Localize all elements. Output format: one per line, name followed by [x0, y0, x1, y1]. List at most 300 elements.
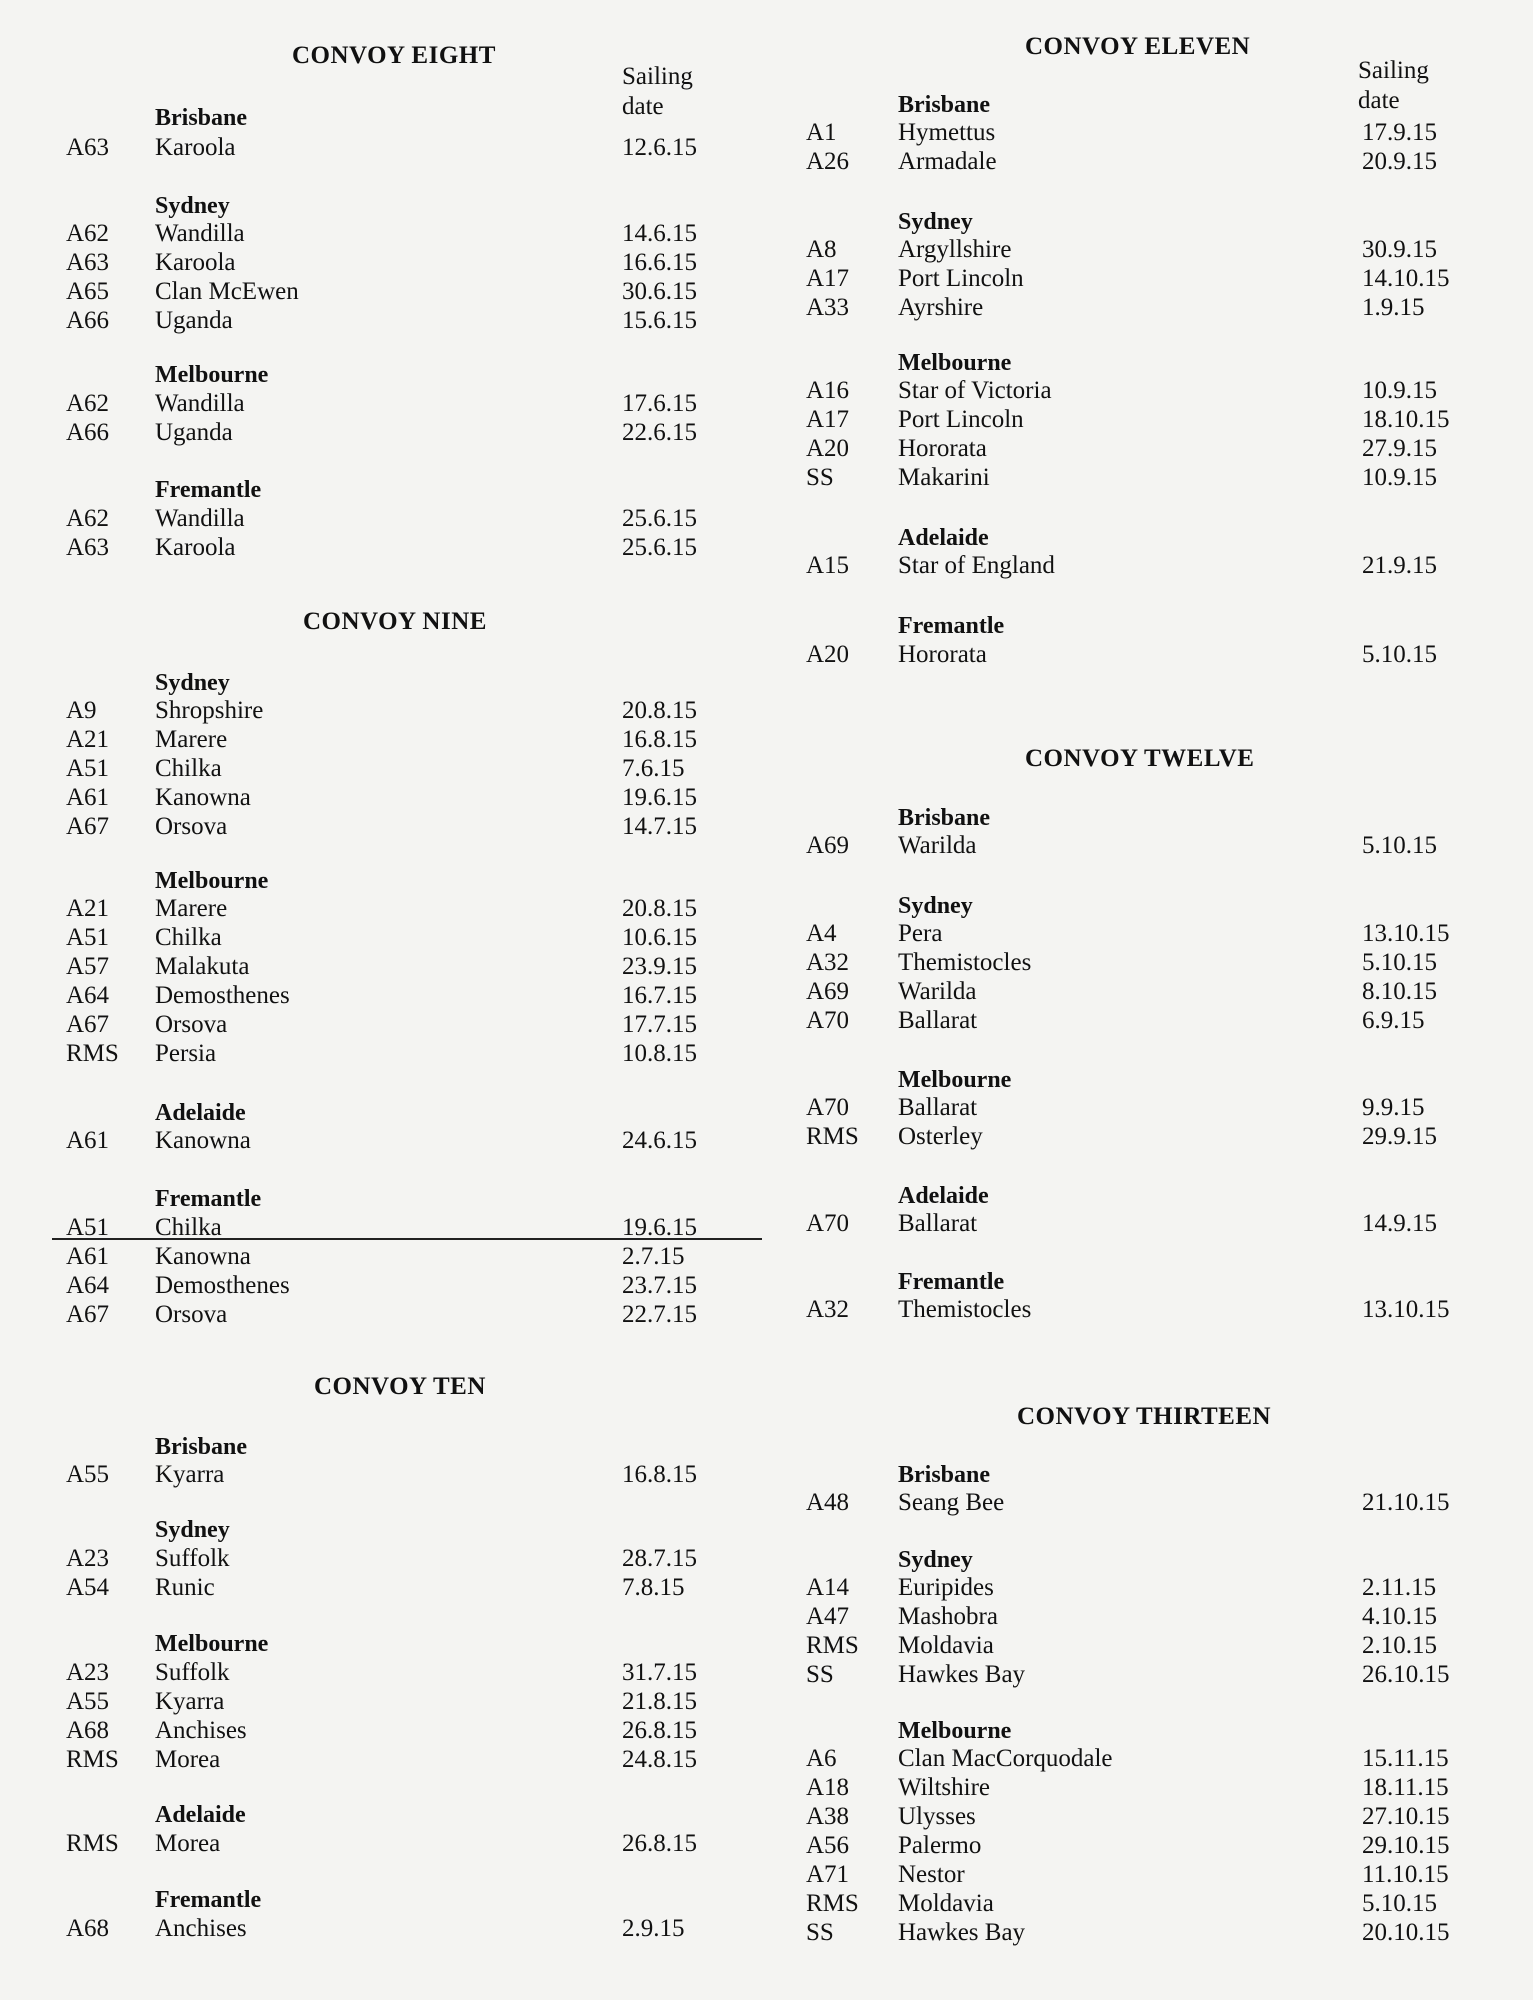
ship-code: RMS — [806, 1890, 859, 1917]
ship-name: Uganda — [155, 419, 233, 446]
ship-name: Suffolk — [155, 1545, 230, 1572]
ship-code: A68 — [66, 1717, 110, 1744]
sailing-date: 5.10.15 — [1362, 641, 1437, 668]
sailing-date: 6.9.15 — [1362, 1007, 1425, 1034]
ship-name: Runic — [155, 1574, 215, 1601]
convoy-title: CONVOY EIGHT — [292, 42, 496, 69]
ship-code: A54 — [66, 1574, 110, 1601]
port-heading: Adelaide — [898, 525, 989, 551]
ship-code: A32 — [806, 1296, 850, 1323]
port-heading: Fremantle — [898, 1269, 1005, 1295]
port-heading: Brisbane — [155, 105, 248, 131]
ship-name: Shropshire — [155, 697, 264, 724]
ship-name: Mashobra — [898, 1603, 998, 1630]
ship-name: Hawkes Bay — [898, 1661, 1026, 1688]
ship-name: Armadale — [898, 148, 997, 175]
table-row — [0, 697, 770, 726]
table-row — [770, 1210, 1533, 1239]
port-heading: Brisbane — [898, 92, 991, 118]
sailing-date: 16.7.15 — [622, 982, 697, 1009]
ship-code: A62 — [66, 220, 110, 247]
table-row — [0, 726, 770, 755]
ship-name: Ballarat — [898, 1094, 978, 1121]
ship-name: Anchises — [155, 1915, 247, 1942]
table-row — [0, 953, 770, 982]
ship-name: Star of England — [898, 552, 1055, 579]
ship-code: A68 — [66, 1915, 110, 1942]
ship-code: RMS — [806, 1123, 859, 1150]
ship-code: A21 — [66, 726, 110, 753]
sailing-date: 16.8.15 — [622, 726, 697, 753]
table-row — [770, 1774, 1533, 1803]
ship-name: Warilda — [898, 978, 977, 1005]
table-row — [770, 294, 1533, 323]
ship-code: A69 — [806, 978, 850, 1005]
table-row — [0, 1915, 770, 1944]
ship-code: A9 — [66, 697, 97, 724]
sailing-date: 14.7.15 — [622, 813, 697, 840]
sailing-date: 5.10.15 — [1362, 1890, 1437, 1917]
table-row — [0, 924, 770, 953]
table-row — [0, 895, 770, 924]
table-row — [770, 1803, 1533, 1832]
sailing-header-line: Sailing — [622, 63, 693, 90]
port-heading: Melbourne — [898, 1718, 1012, 1744]
sailing-date: 18.11.15 — [1362, 1774, 1449, 1801]
sailing-date: 10.6.15 — [622, 924, 697, 951]
ship-code: A51 — [66, 755, 110, 782]
sailing-date: 26.8.15 — [622, 1717, 697, 1744]
sailing-date: 19.6.15 — [622, 784, 697, 811]
ship-name: Moldavia — [898, 1890, 994, 1917]
convoy-title: CONVOY THIRTEEN — [1017, 1403, 1272, 1430]
ship-name: Kanowna — [155, 1243, 251, 1270]
table-row — [0, 982, 770, 1011]
sailing-date: 15.6.15 — [622, 307, 697, 334]
table-row — [0, 278, 770, 307]
ship-name: Seang Bee — [898, 1489, 1005, 1516]
table-row — [0, 1127, 770, 1156]
sailing-date: 29.10.15 — [1362, 1832, 1450, 1859]
sailing-date-header — [1358, 56, 1429, 116]
ship-code: A66 — [66, 419, 110, 446]
table-row — [770, 406, 1533, 435]
ship-name: Themistocles — [898, 949, 1032, 976]
ship-code: A17 — [806, 265, 850, 292]
table-row — [0, 1011, 770, 1040]
sailing-date: 26.10.15 — [1362, 1661, 1450, 1688]
table-row — [770, 1832, 1533, 1861]
ship-name: Karoola — [155, 134, 236, 161]
port-heading: Fremantle — [155, 1887, 262, 1913]
ship-name: Euripides — [898, 1574, 994, 1601]
ship-code: A57 — [66, 953, 110, 980]
table-row — [770, 119, 1533, 148]
sailing-date-header — [622, 62, 693, 122]
port-heading: Sydney — [155, 670, 230, 696]
ship-code: A48 — [806, 1489, 850, 1516]
ship-name: Marere — [155, 895, 228, 922]
ship-code: A26 — [806, 148, 850, 175]
table-row — [770, 1632, 1533, 1661]
ship-code: SS — [806, 464, 834, 491]
port-heading: Melbourne — [155, 362, 269, 388]
port-heading: Fremantle — [155, 1186, 262, 1212]
port-heading: Adelaide — [155, 1802, 246, 1828]
ship-name: Osterley — [898, 1123, 983, 1150]
ship-code: A14 — [806, 1574, 850, 1601]
table-row — [770, 435, 1533, 464]
table-row — [0, 1461, 770, 1490]
table-row — [770, 832, 1533, 861]
ship-name: Anchises — [155, 1717, 247, 1744]
table-row — [0, 534, 770, 563]
sailing-date: 22.7.15 — [622, 1301, 697, 1328]
port-heading: Sydney — [155, 1517, 230, 1543]
sailing-date: 20.8.15 — [622, 895, 697, 922]
ship-code: A20 — [806, 435, 850, 462]
port-heading: Melbourne — [898, 1067, 1012, 1093]
sailing-date: 29.9.15 — [1362, 1123, 1437, 1150]
ship-code: A20 — [806, 641, 850, 668]
ship-name: Themistocles — [898, 1296, 1032, 1323]
ship-name: Karoola — [155, 534, 236, 561]
convoy-title: CONVOY TEN — [314, 1373, 486, 1400]
ship-name: Wandilla — [155, 390, 245, 417]
table-row — [0, 249, 770, 278]
sailing-date: 30.6.15 — [622, 278, 697, 305]
ship-code: A51 — [66, 1214, 110, 1241]
sailing-date: 2.9.15 — [622, 1915, 685, 1942]
sailing-date: 31.7.15 — [622, 1659, 697, 1686]
ship-code: A67 — [66, 1301, 110, 1328]
sailing-date: 2.10.15 — [1362, 1632, 1437, 1659]
port-heading: Sydney — [898, 209, 973, 235]
table-row — [770, 236, 1533, 265]
ship-name: Morea — [155, 1830, 221, 1857]
sailing-date: 26.8.15 — [622, 1830, 697, 1857]
table-row — [0, 1243, 770, 1272]
sailing-date: 23.7.15 — [622, 1272, 697, 1299]
table-row — [770, 1861, 1533, 1890]
table-row — [0, 220, 770, 249]
sailing-date: 7.6.15 — [622, 755, 685, 782]
ship-name: Persia — [155, 1040, 217, 1067]
ship-name: Wiltshire — [898, 1774, 991, 1801]
ship-code: A6 — [806, 1745, 837, 1772]
sailing-date: 10.8.15 — [622, 1040, 697, 1067]
ship-name: Clan McEwen — [155, 278, 299, 305]
port-heading: Sydney — [898, 1547, 973, 1573]
ship-code: A69 — [806, 832, 850, 859]
ship-name: Hymettus — [898, 119, 996, 146]
ship-name: Kanowna — [155, 1127, 251, 1154]
sailing-date: 16.8.15 — [622, 1461, 697, 1488]
port-heading: Melbourne — [898, 350, 1012, 376]
ship-code: A67 — [66, 1011, 110, 1038]
ship-name: Orsova — [155, 813, 228, 840]
table-row — [770, 265, 1533, 294]
ship-code: SS — [806, 1661, 834, 1688]
ship-name: Chilka — [155, 755, 222, 782]
sailing-date: 9.9.15 — [1362, 1094, 1425, 1121]
ship-name: Kanowna — [155, 784, 251, 811]
port-heading: Melbourne — [155, 1631, 269, 1657]
ship-name: Malakuta — [155, 953, 250, 980]
table-row — [770, 1603, 1533, 1632]
ship-code: A18 — [806, 1774, 850, 1801]
port-heading: Adelaide — [898, 1183, 989, 1209]
ship-name: Karoola — [155, 249, 236, 276]
ship-code: A70 — [806, 1094, 850, 1121]
sailing-date: 13.10.15 — [1362, 1296, 1450, 1323]
underline-rule — [52, 1238, 762, 1240]
sailing-date: 14.6.15 — [622, 220, 697, 247]
ship-code: A23 — [66, 1545, 110, 1572]
ship-name: Suffolk — [155, 1659, 230, 1686]
sailing-date: 20.8.15 — [622, 697, 697, 724]
table-row — [770, 641, 1533, 670]
ship-code: A70 — [806, 1007, 850, 1034]
table-row — [770, 552, 1533, 581]
sailing-date: 21.8.15 — [622, 1688, 697, 1715]
sailing-date: 28.7.15 — [622, 1545, 697, 1572]
ship-code: A21 — [66, 895, 110, 922]
ship-name: Uganda — [155, 307, 233, 334]
ship-name: Kyarra — [155, 1461, 225, 1488]
ship-code: A23 — [66, 1659, 110, 1686]
sailing-date: 21.9.15 — [1362, 552, 1437, 579]
ship-name: Demosthenes — [155, 982, 290, 1009]
table-row — [0, 1301, 770, 1330]
sailing-date: 2.7.15 — [622, 1243, 685, 1270]
table-row — [0, 1830, 770, 1859]
table-row — [770, 1574, 1533, 1603]
ship-name: Clan MacCorquodale — [898, 1745, 1113, 1772]
ship-name: Orsova — [155, 1301, 228, 1328]
port-heading: Brisbane — [155, 1434, 248, 1460]
sailing-date: 27.10.15 — [1362, 1803, 1450, 1830]
sailing-date: 17.7.15 — [622, 1011, 697, 1038]
sailing-date: 27.9.15 — [1362, 435, 1437, 462]
ship-name: Kyarra — [155, 1688, 225, 1715]
ship-name: Marere — [155, 726, 228, 753]
ship-code: A62 — [66, 505, 110, 532]
ship-code: A63 — [66, 534, 110, 561]
ship-code: A71 — [806, 1861, 850, 1888]
table-row — [770, 1661, 1533, 1690]
ship-name: Wandilla — [155, 505, 245, 532]
ship-code: A56 — [806, 1832, 850, 1859]
ship-name: Argyllshire — [898, 236, 1012, 263]
ship-code: A55 — [66, 1461, 110, 1488]
ship-code: A55 — [66, 1688, 110, 1715]
ship-name: Hororata — [898, 435, 987, 462]
ship-code: RMS — [66, 1040, 119, 1067]
table-row — [770, 464, 1533, 493]
table-row — [0, 134, 770, 163]
sailing-date: 5.10.15 — [1362, 949, 1437, 976]
ship-name: Chilka — [155, 924, 222, 951]
table-row — [0, 755, 770, 784]
sailing-date: 12.6.15 — [622, 134, 697, 161]
sailing-date: 17.9.15 — [1362, 119, 1437, 146]
sailing-date: 10.9.15 — [1362, 464, 1437, 491]
ship-name: Ballarat — [898, 1210, 978, 1237]
ship-code: RMS — [66, 1746, 119, 1773]
sailing-date: 18.10.15 — [1362, 406, 1450, 433]
sailing-date: 24.6.15 — [622, 1127, 697, 1154]
ship-name: Ayrshire — [898, 294, 984, 321]
table-row — [770, 949, 1533, 978]
table-row — [770, 148, 1533, 177]
table-row — [0, 1717, 770, 1746]
sailing-date: 10.9.15 — [1362, 377, 1437, 404]
table-row — [770, 1745, 1533, 1774]
convoy-title: CONVOY NINE — [303, 608, 487, 635]
table-row — [0, 1688, 770, 1717]
ship-name: Moldavia — [898, 1632, 994, 1659]
ship-code: A4 — [806, 920, 837, 947]
ship-code: A51 — [66, 924, 110, 951]
sailing-date: 20.9.15 — [1362, 148, 1437, 175]
ship-code: A1 — [806, 119, 837, 146]
table-row — [0, 307, 770, 336]
sailing-date: 25.6.15 — [622, 534, 697, 561]
ship-code: A62 — [66, 390, 110, 417]
ship-code: A63 — [66, 249, 110, 276]
table-row — [0, 1272, 770, 1301]
table-row — [0, 784, 770, 813]
sailing-date: 1.9.15 — [1362, 294, 1425, 321]
sailing-date: 17.6.15 — [622, 390, 697, 417]
ship-name: Chilka — [155, 1214, 222, 1241]
sailing-date: 16.6.15 — [622, 249, 697, 276]
port-heading: Melbourne — [155, 868, 269, 894]
ship-name: Makarini — [898, 464, 990, 491]
table-row — [770, 1007, 1533, 1036]
table-row — [0, 1545, 770, 1574]
ship-code: A67 — [66, 813, 110, 840]
ship-name: Morea — [155, 1746, 221, 1773]
ship-code: SS — [806, 1919, 834, 1946]
convoy-title: CONVOY TWELVE — [1025, 745, 1255, 772]
ship-name: Star of Victoria — [898, 377, 1052, 404]
sailing-date: 24.8.15 — [622, 1746, 697, 1773]
sailing-date: 20.10.15 — [1362, 1919, 1450, 1946]
port-heading: Adelaide — [155, 1100, 246, 1126]
sailing-date: 19.6.15 — [622, 1214, 697, 1241]
port-heading: Brisbane — [898, 805, 991, 831]
ship-code: A47 — [806, 1603, 850, 1630]
sailing-date: 30.9.15 — [1362, 236, 1437, 263]
ship-code: A63 — [66, 134, 110, 161]
ship-name: Orsova — [155, 1011, 228, 1038]
ship-code: A32 — [806, 949, 850, 976]
ship-name: Nestor — [898, 1861, 965, 1888]
ship-name: Hawkes Bay — [898, 1919, 1026, 1946]
ship-name: Demosthenes — [155, 1272, 290, 1299]
sailing-date: 13.10.15 — [1362, 920, 1450, 947]
sailing-header-line: date — [1358, 87, 1400, 114]
sailing-date: 22.6.15 — [622, 419, 697, 446]
sailing-date: 8.10.15 — [1362, 978, 1437, 1005]
ship-name: Ballarat — [898, 1007, 978, 1034]
ship-code: A8 — [806, 236, 837, 263]
convoy-title: CONVOY ELEVEN — [1025, 33, 1251, 60]
table-row — [0, 505, 770, 534]
port-heading: Fremantle — [155, 477, 262, 503]
table-row — [0, 813, 770, 842]
sailing-date: 4.10.15 — [1362, 1603, 1437, 1630]
table-row — [0, 1746, 770, 1775]
port-heading: Fremantle — [898, 613, 1005, 639]
table-row — [770, 1489, 1533, 1518]
sailing-date: 5.10.15 — [1362, 832, 1437, 859]
ship-code: RMS — [66, 1830, 119, 1857]
ship-name: Port Lincoln — [898, 265, 1024, 292]
port-heading: Sydney — [155, 193, 230, 219]
ship-name: Port Lincoln — [898, 406, 1024, 433]
ship-code: A33 — [806, 294, 850, 321]
sailing-date: 15.11.15 — [1362, 1745, 1449, 1772]
sailing-date: 23.9.15 — [622, 953, 697, 980]
ship-name: Warilda — [898, 832, 977, 859]
sailing-header-line: Sailing — [1358, 57, 1429, 84]
sailing-date: 11.10.15 — [1362, 1861, 1449, 1888]
table-row — [0, 419, 770, 448]
sailing-date: 14.10.15 — [1362, 265, 1450, 292]
table-row — [0, 1659, 770, 1688]
sailing-header-line: date — [622, 93, 664, 120]
port-heading: Sydney — [898, 893, 973, 919]
table-row — [770, 1123, 1533, 1152]
ship-code: A15 — [806, 552, 850, 579]
table-row — [770, 920, 1533, 949]
table-row — [770, 978, 1533, 1007]
sailing-date: 21.10.15 — [1362, 1489, 1450, 1516]
ship-code: A38 — [806, 1803, 850, 1830]
port-heading: Brisbane — [898, 1462, 991, 1488]
ship-code: A64 — [66, 1272, 110, 1299]
ship-name: Pera — [898, 920, 943, 947]
ship-name: Palermo — [898, 1832, 982, 1859]
table-row — [770, 377, 1533, 406]
ship-code: A61 — [66, 784, 110, 811]
sailing-date: 2.11.15 — [1362, 1574, 1437, 1601]
table-row — [770, 1919, 1533, 1948]
table-row — [770, 1094, 1533, 1123]
ship-name: Hororata — [898, 641, 987, 668]
table-row — [0, 1574, 770, 1603]
ship-code: A65 — [66, 278, 110, 305]
table-row — [770, 1890, 1533, 1919]
ship-code: A70 — [806, 1210, 850, 1237]
ship-name: Ulysses — [898, 1803, 976, 1830]
table-row — [770, 1296, 1533, 1325]
ship-code: A16 — [806, 377, 850, 404]
sailing-date: 7.8.15 — [622, 1574, 685, 1601]
ship-code: A61 — [66, 1127, 110, 1154]
ship-code: A64 — [66, 982, 110, 1009]
ship-code: RMS — [806, 1632, 859, 1659]
table-row — [0, 390, 770, 419]
ship-code: A66 — [66, 307, 110, 334]
ship-code: A61 — [66, 1243, 110, 1270]
table-row — [0, 1040, 770, 1069]
ship-name: Wandilla — [155, 220, 245, 247]
sailing-date: 25.6.15 — [622, 505, 697, 532]
